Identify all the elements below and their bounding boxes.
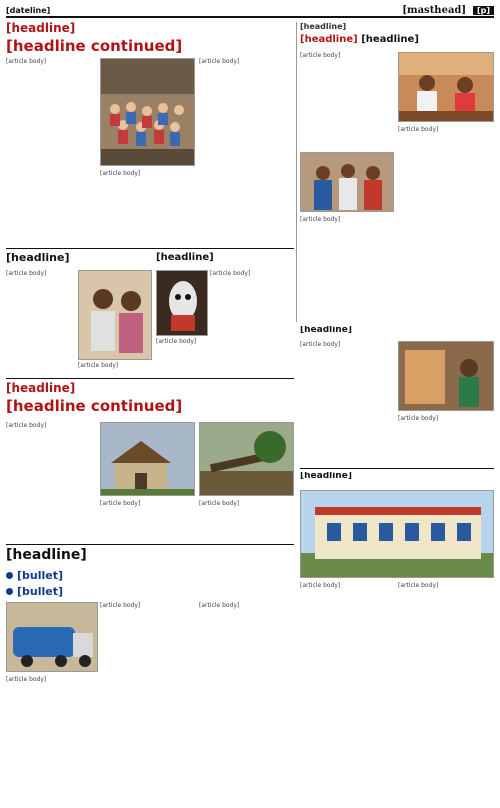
article-2-headline-quoted: [headline] bbox=[300, 34, 358, 45]
article-8-body-cont: [article body] bbox=[100, 602, 141, 609]
article-8-body-col-1 bbox=[6, 676, 98, 802]
page-number: [p] bbox=[473, 6, 494, 15]
article-1-body: [article body] bbox=[6, 58, 47, 65]
article-3-body-col-2 bbox=[78, 362, 152, 374]
photo-shop-counter bbox=[399, 53, 494, 122]
masthead-group bbox=[402, 5, 494, 16]
article-8-bullet-2 bbox=[6, 584, 294, 598]
article-8-body-col-2 bbox=[100, 602, 195, 802]
article-8-body: [article body] bbox=[6, 676, 47, 683]
article-1-headline-top: [headline] bbox=[6, 22, 76, 35]
article-7-body: [article body] bbox=[300, 582, 341, 589]
article-2-body-col-2 bbox=[398, 126, 494, 322]
article-4-headline: [headline] bbox=[156, 252, 214, 263]
section-rule-3 bbox=[300, 468, 494, 469]
article-2-kicker: [headline] bbox=[300, 22, 347, 31]
article-5-photo bbox=[398, 341, 494, 411]
article-8-body-col-3 bbox=[199, 602, 294, 802]
article-1-headline-main: [headline continued] bbox=[6, 38, 183, 55]
article-6-headline-main: [headline continued] bbox=[6, 398, 183, 415]
article-4-body-col-2 bbox=[156, 338, 208, 374]
column-divider bbox=[296, 22, 297, 322]
bullet-dot-icon bbox=[6, 588, 13, 595]
article-6-headline-top: [headline] bbox=[6, 382, 76, 395]
article-2-body-col-1 bbox=[300, 52, 394, 148]
article-6-photo-1 bbox=[100, 422, 195, 496]
photo-deity-idol bbox=[157, 271, 208, 336]
article-2-photo-2 bbox=[300, 152, 394, 212]
article-7-headline: [headline] bbox=[300, 472, 352, 481]
article-2-photo bbox=[398, 52, 494, 122]
article-7-body-col-2 bbox=[398, 582, 494, 802]
article-2-body-cont: [article body] bbox=[398, 126, 439, 133]
article-3-body-col-1 bbox=[6, 270, 76, 374]
article-6-body: [article body] bbox=[6, 422, 47, 429]
article-5-headline: [headline] bbox=[300, 326, 352, 335]
article-6-body-col-3 bbox=[199, 500, 294, 540]
article-5-body: [article body] bbox=[300, 341, 341, 348]
article-3-headline: [headline] bbox=[6, 252, 70, 264]
section-rule-2 bbox=[6, 378, 294, 379]
article-2-body-col-3 bbox=[300, 216, 394, 322]
article-1-photo bbox=[100, 58, 195, 166]
section-rule-4 bbox=[6, 544, 294, 545]
article-7-body-cont: [article body] bbox=[398, 582, 439, 589]
article-5-body-col-2 bbox=[398, 415, 494, 464]
article-6-body-cont: [article body] bbox=[100, 500, 141, 507]
article-3-body: [article body] bbox=[6, 270, 47, 277]
section-rule bbox=[6, 248, 294, 249]
article-2-headline bbox=[300, 34, 494, 48]
photo-fallen-tree bbox=[200, 423, 294, 496]
article-1-body-col-1 bbox=[6, 58, 98, 244]
article-8-body-cont-2: [article body] bbox=[199, 602, 240, 609]
article-6-body-col-1 bbox=[6, 422, 98, 540]
photo-couple-portrait bbox=[79, 271, 152, 360]
article-8-bullet-1-text: [bullet] bbox=[17, 568, 64, 582]
article-7-photo bbox=[300, 490, 494, 578]
photo-school-building bbox=[301, 491, 494, 578]
article-6-body-cont-2: [article body] bbox=[199, 500, 240, 507]
article-8-bullet-1 bbox=[6, 568, 294, 582]
article-4-body-text: [article body] bbox=[210, 270, 251, 277]
article-1-body-cont: [article body] bbox=[100, 170, 141, 177]
photo-shop bbox=[399, 342, 494, 411]
article-4-body-cont: [article body] bbox=[156, 338, 197, 345]
article-1-body-col-2 bbox=[100, 170, 195, 244]
page-header-band bbox=[6, 4, 494, 18]
article-2-body: [article body] bbox=[300, 52, 341, 59]
article-5-body-cont: [article body] bbox=[398, 415, 439, 422]
article-1-body-col-3 bbox=[199, 58, 292, 244]
masthead-title: [masthead] bbox=[402, 4, 467, 16]
article-8-headline: [headline] bbox=[6, 548, 87, 563]
article-4-photo bbox=[156, 270, 208, 336]
article-8-photo bbox=[6, 602, 98, 672]
article-7-body-col-1 bbox=[300, 582, 394, 802]
article-2-body-cont-2: [article body] bbox=[300, 216, 341, 223]
photo-officials bbox=[301, 153, 394, 212]
article-6-body-col-2 bbox=[100, 500, 195, 540]
article-8-bullet-2-text: [bullet] bbox=[17, 584, 64, 598]
article-3-photo bbox=[78, 270, 152, 360]
article-6-photo-2 bbox=[199, 422, 294, 496]
article-1-body-cont-2: [article body] bbox=[199, 58, 240, 65]
bullet-dot-icon bbox=[6, 572, 13, 579]
photo-water-tanker bbox=[7, 603, 98, 672]
article-2-headline-tail: [headline] bbox=[361, 34, 419, 45]
photo-workshop bbox=[101, 59, 195, 166]
photo-storm-house bbox=[101, 423, 195, 496]
article-5-body-col-1 bbox=[300, 341, 394, 464]
date-line: [dateline] bbox=[6, 5, 51, 15]
article-3-body-cont: [article body] bbox=[78, 362, 119, 369]
article-4-body bbox=[210, 270, 294, 374]
